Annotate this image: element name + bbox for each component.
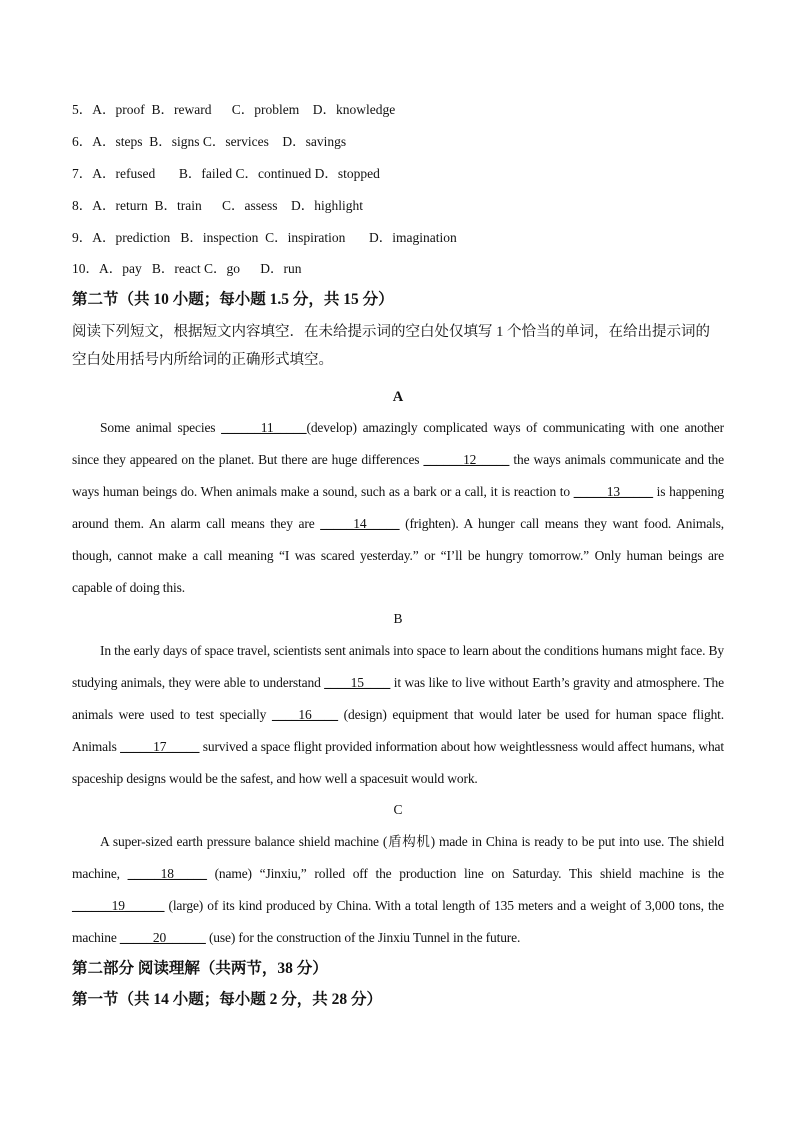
passage-b-label: B — [393, 611, 403, 626]
blank-15: ____15____ — [324, 675, 391, 690]
option-line-10: 10．A．pay B．react C．go D．run — [72, 261, 302, 276]
blank-20: _____20______ — [119, 930, 206, 945]
passage-c-text: A super-sized earth pressure balance shield machine (盾构机) made in China is ready to be put into use. The shield machine, _____18_____ (name) “Jinxiu,” rolled off the production line on Saturday. This shield machine is the ______19______ (large) of its kind produced by China. With a total length of 135 meters and a weight of 3,000 tons, the machine _____20______ (use) for the construction of the Jinxiu Tunnel in the future. — [72, 834, 724, 945]
blank-11: ______11_____ — [221, 420, 307, 435]
blank-12: ______12_____ — [423, 452, 510, 467]
part2-sub-heading: 第一节（共 14 小题；每小题 2 分，共 28 分） — [72, 991, 383, 1008]
section2-instruction: 阅读下列短文，根据短文内容填空．在未给提示词的空白处仅填写 1 个恰当的单词，在给出提示词的空白处用括号内所给词的正确形式填空。 — [72, 324, 710, 368]
option-line-9: 9．A．prediction B．inspection C．inspiration D．imagination — [72, 230, 457, 245]
section2-heading: 第二节（共 10 小题；每小题 1.5 分，共 15 分） — [72, 291, 394, 308]
option-line-5: 5．A．proof B．reward C．problem D．knowledge — [72, 102, 396, 117]
part2-heading: 第二部分 阅读理解（共两节，38 分） — [72, 960, 328, 977]
passage-a-text: Some animal species ______11_____(develop) amazingly complicated ways of communicating with one another since they appeared on the planet. But there are huge differences ______12_____ the ways animals communicate and the ways human beings do. When animals make a sound, such as a bark or a call, it is reaction to _____13_____ is happening around them. An alarm call means they are _____14_____ (frighten). A hunger call means they want food. Animals, though, cannot make a call meaning “I was scared yesterday.” or “I’ll be hungry tomorrow.” Only human beings are capable of doing this. — [72, 420, 724, 595]
option-line-7: 7．A．refused B．failed C．continued D．stopped — [72, 166, 380, 181]
option-line-6: 6．A．steps B．signs C．services D．savings — [72, 134, 347, 149]
blank-16: ____16____ — [271, 707, 338, 722]
blank-18: _____18_____ — [127, 866, 207, 881]
passage-c-label: C — [393, 802, 403, 817]
blank-13: _____13_____ — [573, 484, 653, 499]
blank-17: _____17_____ — [120, 739, 200, 754]
option-line-8: 8．A．return B．train C．assess D．highlight — [72, 198, 363, 213]
blank-19: ______19______ — [72, 898, 165, 913]
passage-b-text: In the early days of space travel, scientists sent animals into space to learn about the conditions humans might face. By studying animals, they were able to understand ____15____ it was like to live without Earth’s gravity and atmosphere. The animals were used to test specially ____16____ (design) equipment that would later be used for human space flight. Animals _____17_____ survived a space flight provided information about how weightlessness would affect humans, what spaceship designs would be the safest, and how well a spacesuit would work. — [72, 643, 724, 786]
passage-a-label: A — [392, 389, 404, 405]
blank-14: _____14_____ — [320, 516, 400, 531]
